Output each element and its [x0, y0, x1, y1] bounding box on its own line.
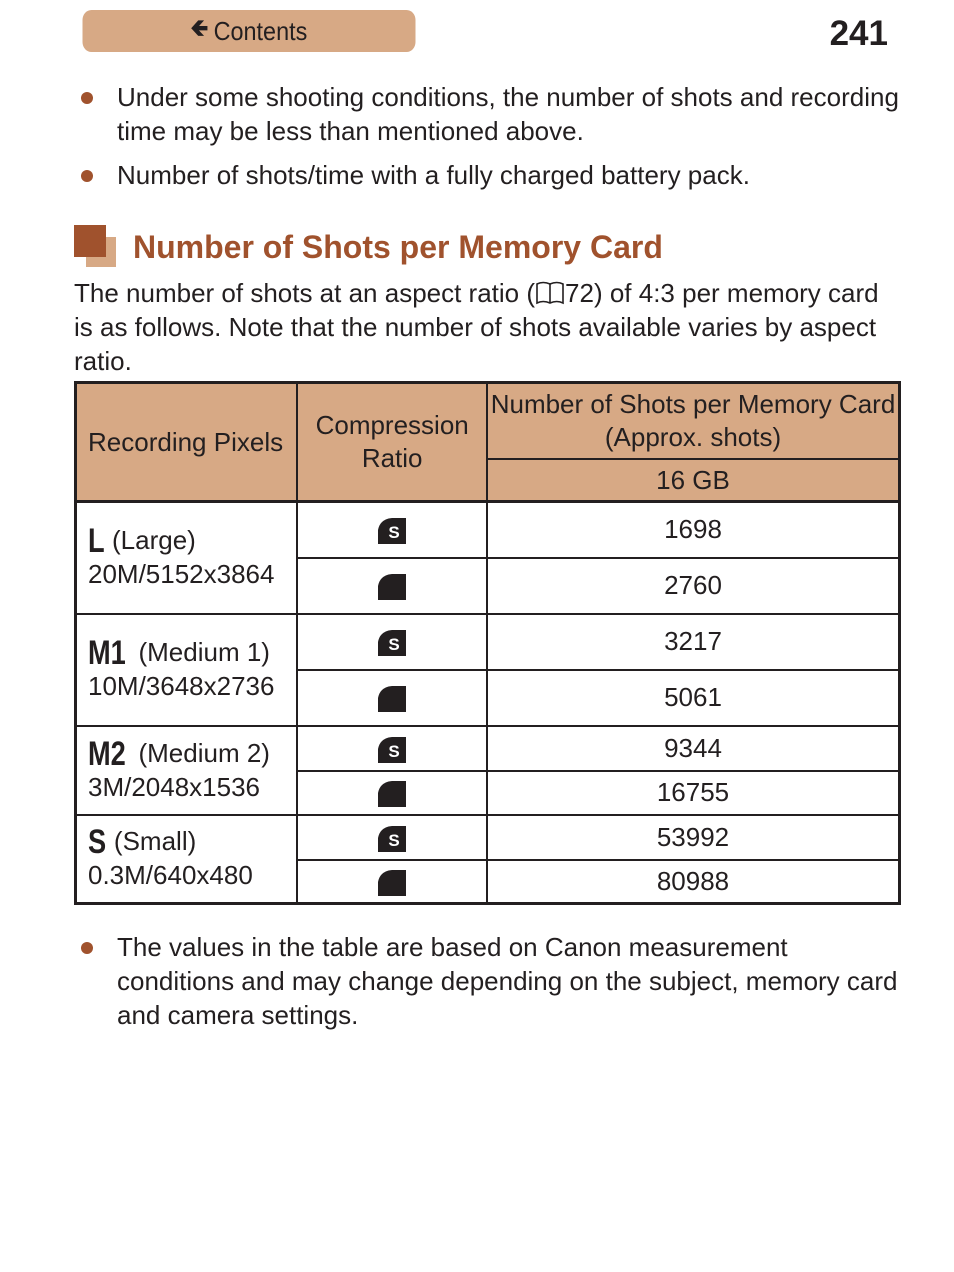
- pixels-cell: M2 (Medium 2) 3M/2048x1536: [76, 726, 298, 815]
- size-large-icon: L: [88, 522, 105, 561]
- shots-value: 16755: [487, 771, 899, 815]
- shots-value: 2760: [487, 558, 899, 614]
- bullet-icon: [81, 92, 93, 104]
- contents-button[interactable]: [83, 10, 416, 52]
- size-medium2-icon: M2: [88, 734, 126, 773]
- svg-text:S: S: [388, 635, 400, 655]
- svg-text:S: S: [388, 830, 400, 850]
- normal-compression-icon: [377, 869, 407, 897]
- compression-cell: [297, 614, 487, 670]
- page-number: 241: [829, 14, 888, 53]
- fine-compression-icon: [377, 629, 407, 657]
- bottom-notes-list: [78, 930, 908, 1042]
- pixels-cell: L (Large) 20M/5152x3864: [76, 502, 298, 614]
- svg-text:S: S: [388, 523, 400, 543]
- table-row: [76, 502, 900, 558]
- shots-value: 80988: [487, 860, 899, 904]
- compression-cell: [297, 726, 487, 771]
- shots-value: 5061: [487, 670, 899, 726]
- compression-cell: [297, 860, 487, 904]
- normal-compression-icon: [377, 780, 407, 808]
- section-title: Number of Shots per Memory Card: [133, 228, 663, 265]
- list-item: Under some shooting conditions, the number of shots and recording time may be less than mentioned above.: [78, 80, 908, 148]
- compression-cell: [297, 670, 487, 726]
- shots-value: 9344: [487, 726, 899, 771]
- pixels-cell: M1 (Medium 1) 10M/3648x2736: [76, 614, 298, 726]
- size-medium1-icon: M1: [88, 634, 126, 672]
- fine-compression-icon: [377, 736, 407, 764]
- bullet-icon: [81, 942, 93, 954]
- section-marker-icon: [74, 225, 118, 269]
- table-row: [76, 726, 900, 771]
- top-notes-list: [78, 80, 908, 202]
- shots-value: 53992: [487, 815, 899, 860]
- size-small-icon: S: [88, 823, 107, 862]
- compression-cell: [297, 815, 487, 860]
- normal-compression-icon: [377, 573, 407, 601]
- shots-value: 1698: [487, 502, 899, 558]
- header-capacity: 16 GB: [487, 459, 899, 502]
- header-recording-pixels: Recording Pixels: [76, 383, 298, 502]
- section-heading: [74, 224, 663, 270]
- table-row: [76, 614, 900, 670]
- bullet-icon: [81, 170, 93, 182]
- fine-compression-icon: [377, 517, 407, 545]
- shots-table: [74, 381, 901, 905]
- book-reference-icon: [535, 280, 565, 306]
- arrow-left-icon: 🡸: [190, 14, 209, 42]
- header-shots-per-card: Number of Shots per Memory Card (Approx. shots): [487, 383, 899, 460]
- contents-label: Contents: [213, 15, 308, 46]
- svg-text:S: S: [388, 741, 400, 761]
- compression-cell: [297, 771, 487, 815]
- fine-compression-icon: [377, 825, 407, 853]
- list-item: The values in the table are based on Canon measurement conditions and may change depending on the subject, memory card and camera settings.: [78, 930, 908, 1032]
- normal-compression-icon: [377, 685, 407, 713]
- header-compression-ratio: Compression Ratio: [297, 383, 487, 502]
- intro-paragraph: The number of shots at an aspect ratio ( 72) of 4:3 per memory card is as follows. Note that the number of shots available varies by aspect ratio.: [74, 278, 879, 376]
- page-reference-link[interactable]: 72: [565, 278, 594, 308]
- pixels-cell: S (Small) 0.3M/640x480: [76, 815, 298, 904]
- table-row: [76, 815, 900, 860]
- compression-cell: [297, 502, 487, 558]
- list-item: Number of shots/time with a fully charged battery pack.: [78, 158, 908, 192]
- shots-value: 3217: [487, 614, 899, 670]
- compression-cell: [297, 558, 487, 614]
